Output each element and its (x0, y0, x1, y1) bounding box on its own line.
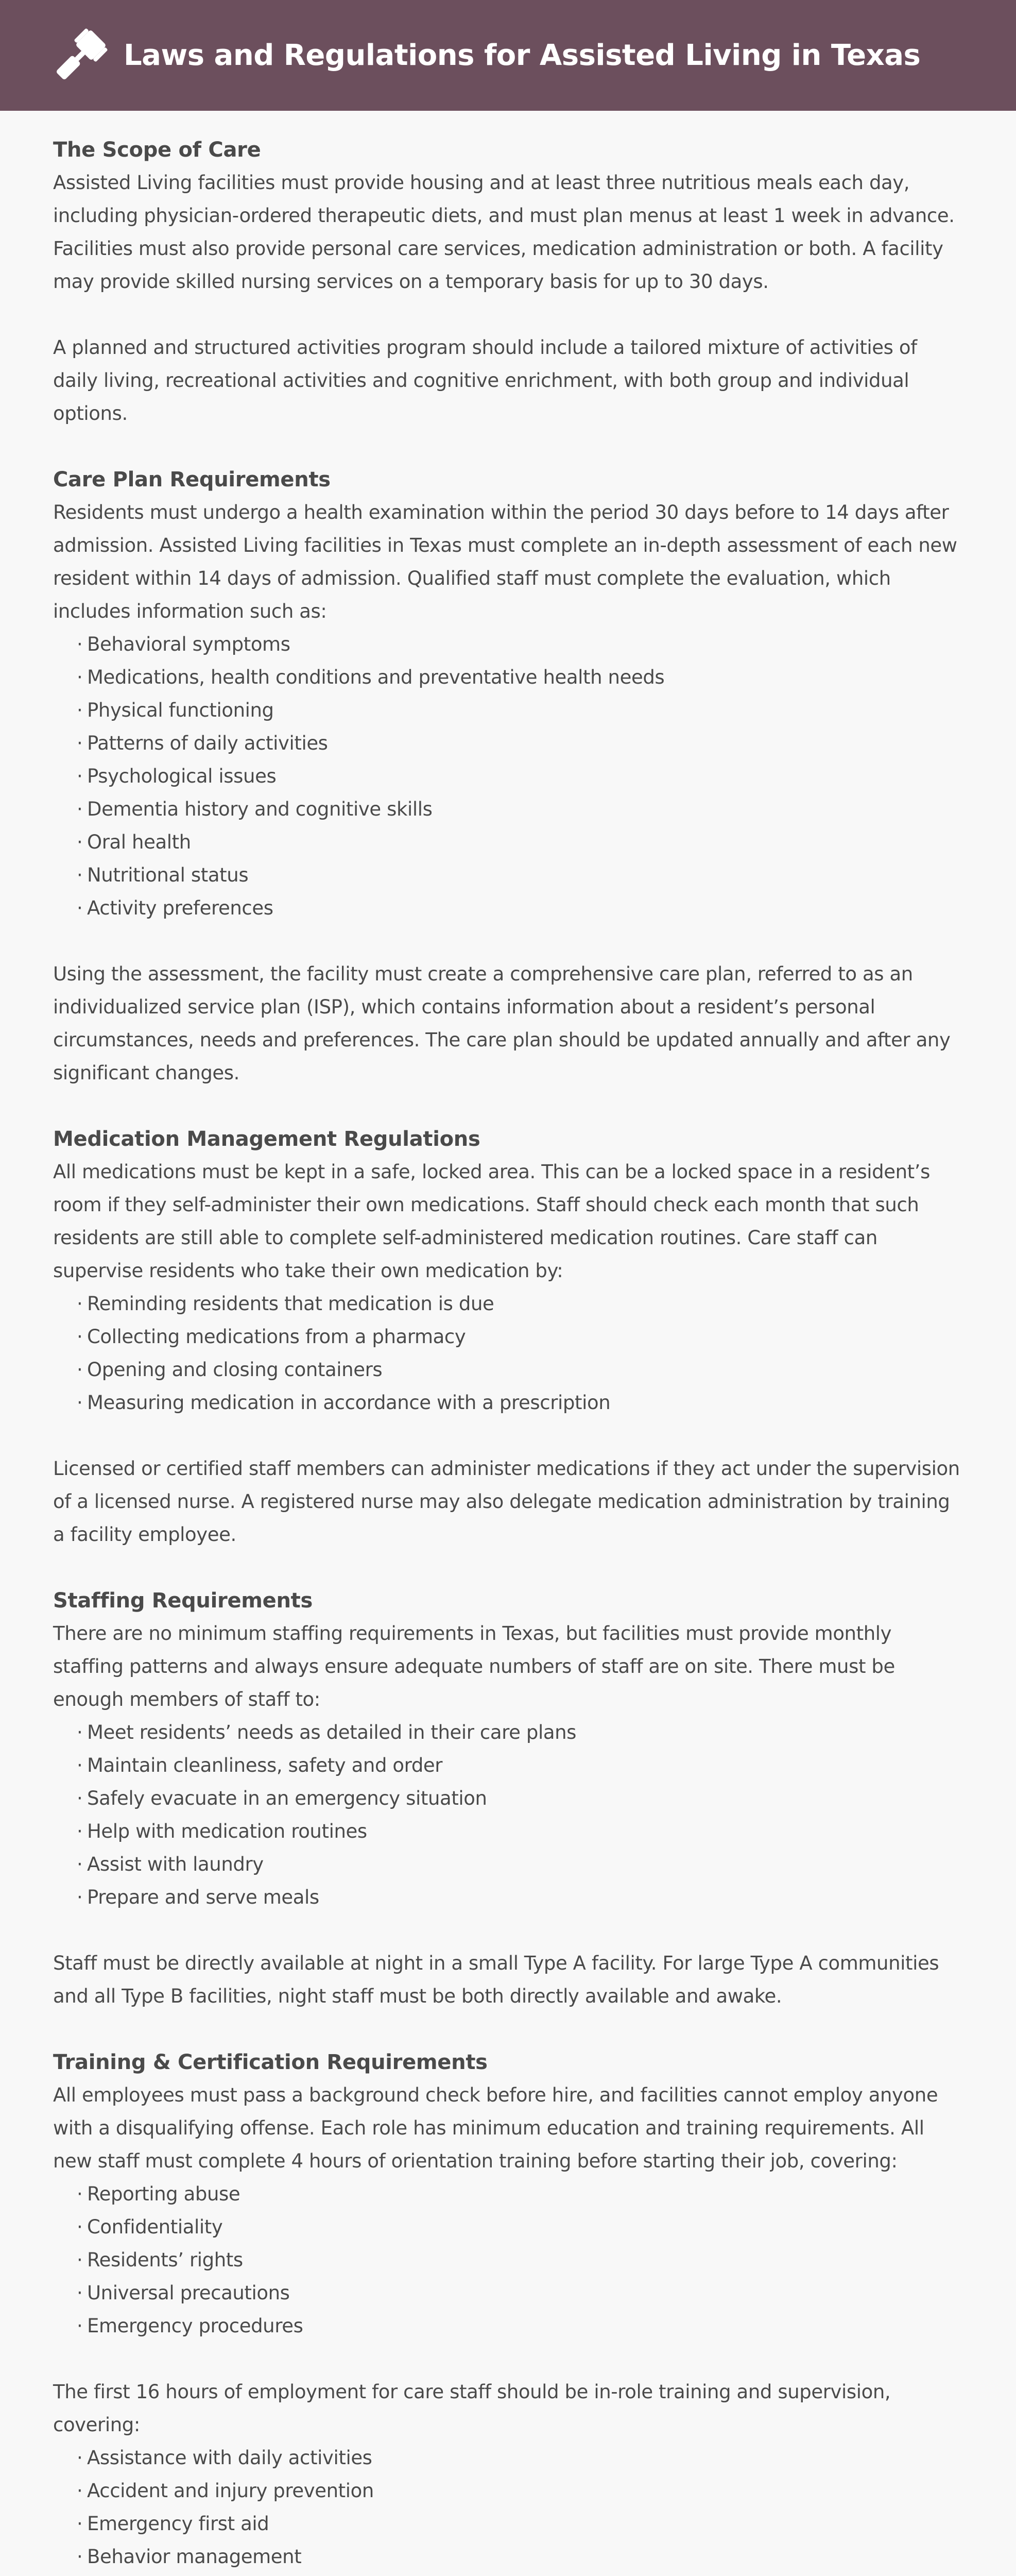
bullet-icon: · (77, 2546, 83, 2568)
list-item-text: Collecting medications from a pharmacy (87, 1326, 466, 1348)
bullet-icon: · (77, 1326, 83, 1348)
bullet-icon: · (77, 699, 83, 721)
list-item (77, 1287, 962, 1320)
bullet-icon: · (77, 1886, 83, 1908)
list-item (77, 793, 962, 826)
bullet-icon: · (77, 2447, 83, 2469)
paragraph: Using the assessment, the facility must create a comprehensive care plan, referred to as an individualized service plan (ISP), which contains information about a resident’s personal circumstances, needs and preferences. The care plan should be updated annually and after any significant changes. (53, 963, 951, 1084)
bullet-icon: · (77, 1820, 83, 1842)
paragraph: A planned and structured activities program should include a tailored mixture of activities of daily living, recreational activities and cognitive enrichment, with both group and individual options. (53, 336, 917, 425)
bullet-list (53, 2178, 962, 2343)
list-item-text: Prepare and serve meals (87, 1886, 319, 1908)
list-item (77, 2277, 962, 2310)
paragraph: Licensed or certified staff members can administer medications if they act under the supervision of a licensed nurse. A registered nurse may also delegate medication administration by training a facility employee. (53, 1458, 960, 1546)
list-item (77, 2442, 962, 2475)
bullet-icon: · (77, 2282, 83, 2304)
list-item-text: Opening and closing containers (87, 1359, 383, 1381)
bullet-icon: · (77, 666, 83, 688)
list-item (77, 892, 962, 925)
bullet-icon: · (77, 864, 83, 886)
bullet-icon: · (77, 1721, 83, 1743)
bullet-icon: · (77, 2249, 83, 2271)
list-item (77, 661, 962, 694)
list-item-text: Medications, health conditions and preventative health needs (87, 666, 665, 688)
page-header (0, 0, 1016, 111)
list-item-text: Maintain cleanliness, safety and order (87, 1754, 443, 1776)
list-item (77, 2244, 962, 2277)
gavel-icon (49, 25, 111, 87)
paragraph-spacer (53, 298, 962, 331)
section-heading: The Scope of Care (53, 138, 261, 162)
list-item (77, 1353, 962, 1386)
bullet-icon: · (77, 732, 83, 754)
list-item (77, 628, 962, 661)
bullet-list (53, 1287, 962, 1419)
list-item-text: Confidentiality (87, 2216, 223, 2238)
section-heading: Medication Management Regulations (53, 1127, 480, 1151)
list-item (77, 694, 962, 727)
list-item (77, 2475, 962, 2507)
bullet-icon: · (77, 1293, 83, 1315)
list-item (77, 2310, 962, 2343)
list-item-text: Reminding residents that medication is due (87, 1293, 494, 1315)
bullet-icon: · (77, 1359, 83, 1381)
list-item (77, 727, 962, 760)
list-item-text: Behavior management (87, 2546, 302, 2568)
list-item-text: Meet residents’ needs as detailed in their care plans (87, 1721, 577, 1743)
paragraph: All medications must be kept in a safe, locked area. This can be a locked space in a resident’s room if they self-administer their own medications. Staff should check each month that such residents are still able to complete self-administered medication routines. Care staff can supervise residents who take their own medication by: (53, 1161, 931, 1282)
bullet-icon: · (77, 2183, 83, 2205)
section-spacer (53, 1551, 962, 1584)
paragraph: All employees must pass a background check before hire, and facilities cannot employ anyone with a disqualifying offense. Each role has minimum education and training requirements. All new staff must complete 4 hours of orientation training before starting their job, covering: (53, 2084, 938, 2172)
list-item (77, 1320, 962, 1353)
list-item-text: Assistance with daily activities (87, 2447, 372, 2469)
list-item (77, 1782, 962, 1815)
list-item-text: Universal precautions (87, 2282, 290, 2304)
list-item (77, 1815, 962, 1848)
bullet-list (53, 628, 962, 925)
list-item-text: Dementia history and cognitive skills (87, 798, 433, 820)
bullet-icon: · (77, 831, 83, 853)
list-item-text: Reporting abuse (87, 2183, 240, 2205)
list-item (77, 760, 962, 793)
list-item-text: Safely evacuate in an emergency situation (87, 1787, 487, 1809)
bullet-icon: · (77, 798, 83, 820)
bullet-icon: · (77, 1754, 83, 1776)
section-heading: Care Plan Requirements (53, 468, 331, 492)
bullet-icon: · (77, 2513, 83, 2535)
paragraph-spacer (53, 925, 962, 958)
bullet-icon: · (77, 1853, 83, 1875)
list-item-text: Behavioral symptoms (87, 633, 290, 655)
paragraph-spacer (53, 2573, 962, 2576)
list-item (77, 1749, 962, 1782)
section-spacer (53, 1090, 962, 1123)
paragraph-spacer (53, 1419, 962, 1452)
section-spacer (53, 2013, 962, 2046)
paragraph-spacer (53, 1914, 962, 1947)
bullet-icon: · (77, 1392, 83, 1414)
bullet-list (53, 1716, 962, 1914)
bullet-icon: · (77, 897, 83, 919)
bullet-icon: · (77, 2315, 83, 2337)
list-item-text: Activity preferences (87, 897, 273, 919)
list-item-text: Emergency procedures (87, 2315, 303, 2337)
list-item-text: Nutritional status (87, 864, 249, 886)
list-item-text: Patterns of daily activities (87, 732, 328, 754)
paragraph: The first 16 hours of employment for care staff should be in-role training and supervision, covering: (53, 2381, 891, 2436)
section-spacer (53, 430, 962, 463)
list-item (77, 1386, 962, 1419)
paragraph: Staff must be directly available at night in a small Type A facility. For large Type A communities and all Type B facilities, night staff must be both directly available and awake. (53, 1952, 939, 2007)
list-item (77, 2507, 962, 2540)
list-item-text: Measuring medication in accordance with a prescription (87, 1392, 611, 1414)
paragraph: There are no minimum staffing requirements in Texas, but facilities must provide monthly staffing patterns and always ensure adequate numbers of staff are on site. There must be enough members of staff to: (53, 1622, 895, 1710)
list-item-text: Help with medication routines (87, 1820, 367, 1842)
bullet-icon: · (77, 765, 83, 787)
list-item (77, 826, 962, 859)
section-heading: Staffing Requirements (53, 1589, 313, 1613)
list-item-text: Psychological issues (87, 765, 277, 787)
list-item (77, 2211, 962, 2244)
list-item-text: Emergency first aid (87, 2513, 269, 2535)
bullet-icon: · (77, 2216, 83, 2238)
bullet-icon: · (77, 1787, 83, 1809)
article-body (0, 111, 1016, 2576)
list-item (77, 2178, 962, 2211)
list-item (77, 859, 962, 892)
list-item (77, 1848, 962, 1881)
paragraph: Assisted Living facilities must provide housing and at least three nutritious meals each day, including physician-ordered therapeutic diets, and must plan menus at least 1 week in advance. Facilities must also provide personal care services, medication administration or both. A facility may provide skilled nursing services on a temporary basis for up to 30 days. (53, 172, 955, 293)
list-item (77, 1881, 962, 1914)
page-title: Laws and Regulations for Assisted Living in Texas (124, 39, 921, 72)
list-item-text: Residents’ rights (87, 2249, 243, 2271)
paragraph: Residents must undergo a health examination within the period 30 days before to 14 days after admission. Assisted Living facilities in Texas must complete an in-depth assessment of each new resident within 14 days of admission. Qualified staff must complete the evaluation, which includes information such as: (53, 501, 957, 622)
list-item-text: Assist with laundry (87, 1853, 264, 1875)
section-heading: Training & Certification Requirements (53, 2050, 488, 2074)
list-item-text: Accident and injury prevention (87, 2480, 374, 2502)
list-item (77, 1716, 962, 1749)
list-item (77, 2540, 962, 2573)
bullet-icon: · (77, 2480, 83, 2502)
list-item-text: Physical functioning (87, 699, 274, 721)
bullet-list (53, 2442, 962, 2573)
bullet-icon: · (77, 633, 83, 655)
list-item-text: Oral health (87, 831, 191, 853)
paragraph-spacer (53, 2343, 962, 2376)
